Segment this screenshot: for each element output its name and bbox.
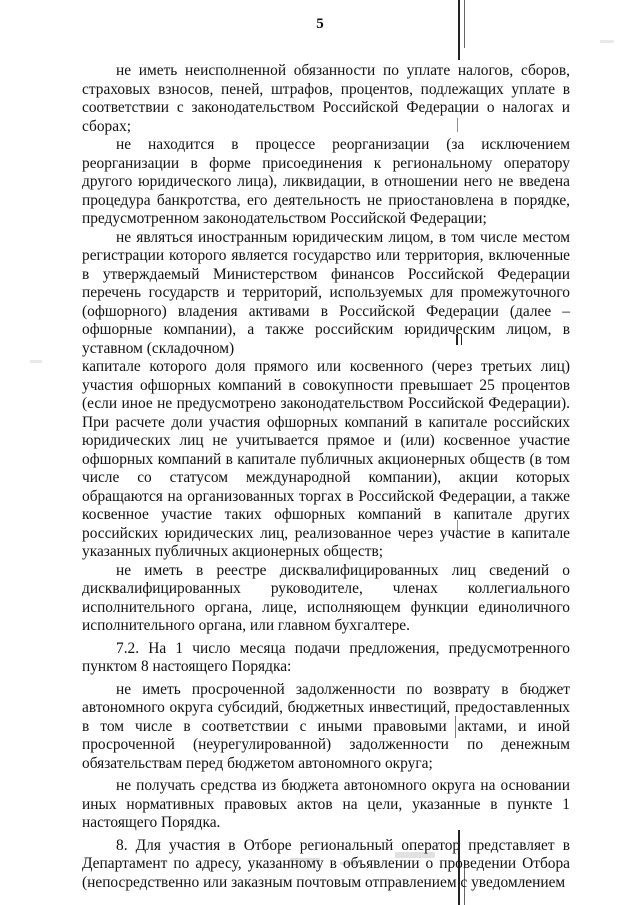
- scan-artifact-line-top-2: [464, 0, 465, 48]
- paragraph: не получать средства из бюджета автономного округа на основании иных нормативных правовых актов на цели, указанные в пункте 1 настоящего Порядка.: [82, 777, 570, 831]
- page-number: 5: [316, 16, 324, 32]
- paragraph: 8. Для участия в Отборе региональный оператор представляет в Департамент по адресу, указанному в объявлении о проведении Отбора (непосредственно или заказным почтовым отправлением с уведомлением: [82, 836, 570, 891]
- paragraph: не являться иностранным юридическим лицом, в том числе местом регистрации которого является государство или территория, включенные в утверждаемый Министерством финансов Российской Федерации перечень государств и территорий, используемых для промежуточного (офшорного) владения активами в Российской Федерации (далее – офшорные компании), а также российским юридическим лицом, в уставном (складочном): [82, 228, 570, 357]
- paragraph: не иметь неисполненной обязанности по уплате налогов, сборов, страховых взносов, пеней, штрафов, процентов, подлежащих уплате в соответствии с законодательством Российской Федерации о налогах и сборах;: [82, 62, 570, 135]
- document-body: [82, 62, 570, 892]
- scan-noise: [600, 40, 614, 43]
- paragraph: не находится в процессе реорганизации (за исключением реорганизации в форме присоединения к региональному оператору другого юридического лица), ликвидации, в отношении него не введена процедура банкротства, его деятельность не приостановлена в порядке, предусмотренном законодательством Российской Федерации;: [82, 136, 570, 227]
- paragraph: 7.2. На 1 число месяца подачи предложения, предусмотренного пунктом 8 настоящего Порядка:: [82, 639, 570, 675]
- paragraph: капитале которого доля прямого или косвенного (через третьих лиц) участия офшорных компаний в совокупности превышает 25 процентов (если иное не предусмотрено законодательством Российской Федерации). При расчете доли участия офшорных компаний в капитале российских юридических лиц не учитывается прямое и (или) косвенное участие офшорных компаний в капитале публичных акционерных обществ (в том числе со статусом международной компании), акции которых обращаются на организованных торгах в Российской Федерации, а также косвенное участие таких офшорных компаний в капитале других российских юридических лиц, реализованное через участие в капитале указанных публичных акционерных обществ;: [82, 358, 570, 560]
- scan-artifact-line-top: [458, 0, 460, 60]
- paragraph: не иметь в реестре дисквалифицированных лиц сведений о дисквалифицированных руководителе, членах коллегиального исполнительного органа, лице, исполняющем функции единоличного исполнительного органа, или главном бухгалтере.: [82, 561, 570, 634]
- paragraph: не иметь просроченной задолженности по возврату в бюджет автономного округа субсидий, бюджетных инвестиций, предоставленных в том числе в соответствии с иными правовыми актами, и иной просроченной (неурегулированной) задолженности по денежным обязательствам перед бюджетом автономного округа;: [82, 680, 570, 772]
- scan-noise: [30, 360, 42, 363]
